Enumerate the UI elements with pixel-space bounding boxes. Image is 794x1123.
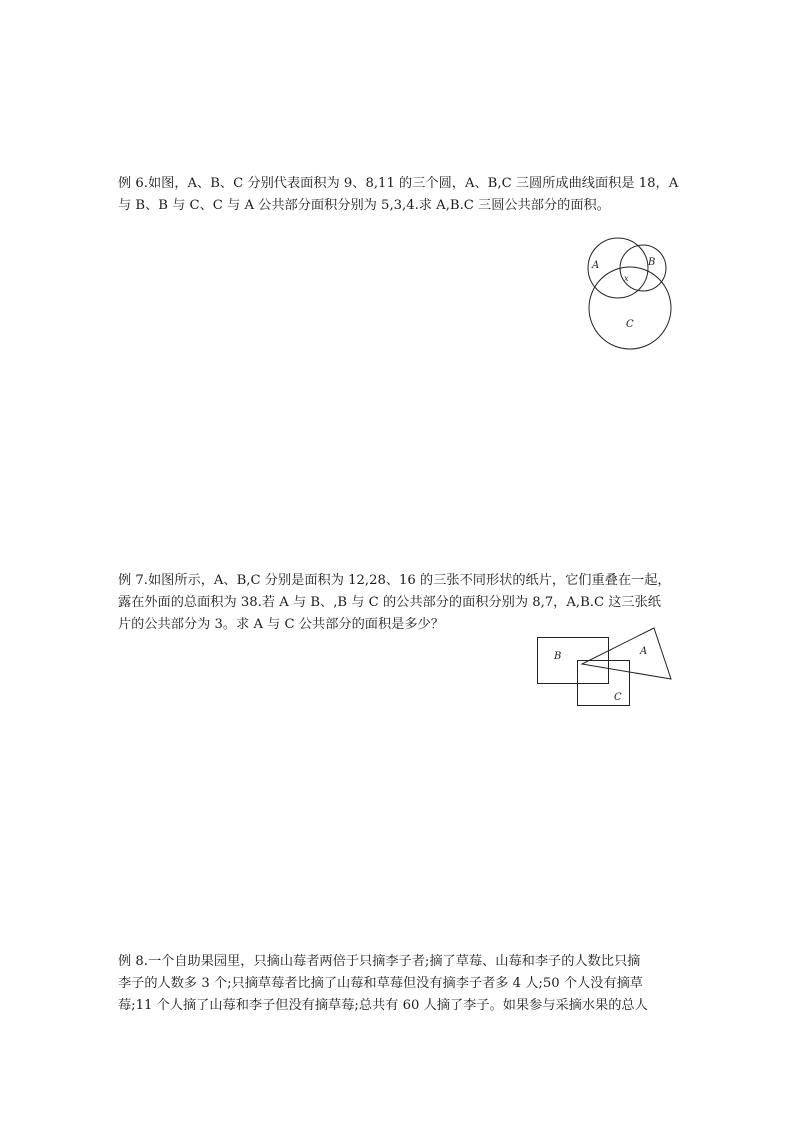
venn-diagram-svg bbox=[568, 233, 676, 357]
circle-c bbox=[589, 267, 671, 349]
example-8-line-2: 李子的人数多 3 个;只摘草莓者比摘了山莓和草莓但没有摘李子者多 4 人;50 个人没有摘草 bbox=[118, 976, 643, 991]
label-a: A bbox=[592, 260, 600, 271]
label-b: B bbox=[554, 651, 562, 662]
overlap-shapes-svg bbox=[534, 626, 674, 710]
overlap-shapes-figure bbox=[534, 626, 674, 714]
label-a: A bbox=[640, 646, 648, 657]
example-7-line-3: 片的公共部分为 3。求 A 与 C 公共部分的面积是多少？ bbox=[118, 617, 444, 632]
label-c: C bbox=[626, 319, 634, 330]
venn-diagram-figure bbox=[568, 233, 676, 361]
example-7-line-2: 露在外面的总面积为 38.若 A 与 B、,B 与 C 的公共部分的面积分别为 8,7，A,B.C 这三张纸 bbox=[118, 595, 661, 610]
example-8-line-3: 莓;11 个人摘了山莓和李子但没有摘草莓;总共有 60 人摘了李子。如果参与采摘水果的总人 bbox=[118, 998, 648, 1013]
example-8-line-1: 例 8.一个自助果园里，只摘山莓者两倍于只摘李子者;摘了草莓、山莓和李子的人数比只摘 bbox=[118, 954, 641, 969]
example-7-line-1: 例 7.如图所示，A、B,C 分别是面积为 12,28、16 的三张不同形状的纸片，它们重叠在一起， bbox=[118, 573, 671, 588]
example-6-line-2: 与 B、B 与 C、C 与 A 公共部分面积分别为 5,3,4.求 A,B.C 三圆公共部分的面积。 bbox=[118, 198, 610, 213]
label-c: C bbox=[614, 692, 622, 703]
example-8-text bbox=[118, 951, 678, 1017]
label-x: x bbox=[624, 274, 629, 283]
example-6-text bbox=[118, 173, 678, 217]
triangle-a bbox=[582, 628, 671, 679]
label-b: B bbox=[648, 257, 656, 268]
example-6-line-1: 例 6.如图，A、B、C 分别代表面积为 9、8,11 的三个圆，A、B,C 三圆所成曲线面积是 18，A bbox=[118, 176, 679, 191]
